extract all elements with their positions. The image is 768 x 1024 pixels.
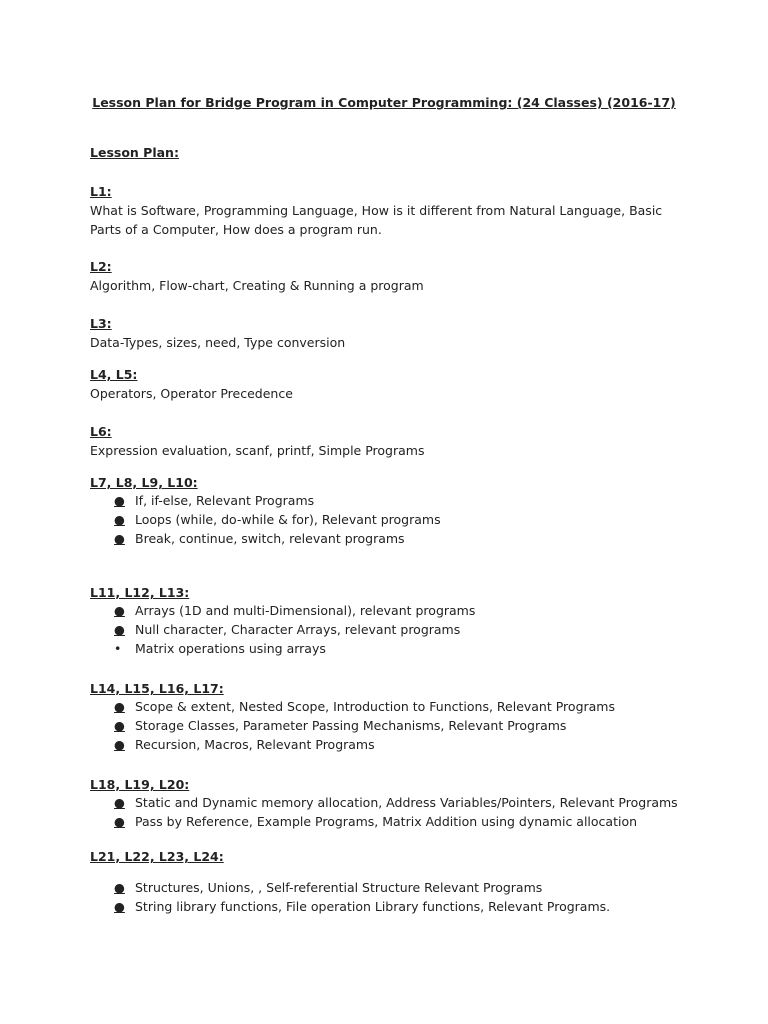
section-l6 [90,422,690,460]
section-text: Operators, Operator Precedence [90,386,293,401]
section-l4-l5 [90,365,690,403]
bullet-icon: ● [114,493,125,508]
section-text: What is Software, Programming Language, How is it different from Natural Language, Basic Parts of a Computer, How does a program run. [90,203,663,237]
list-item-text: Null character, Character Arrays, relevant programs [135,621,461,637]
list-item [90,879,690,898]
bullet-icon: ● [114,511,125,527]
section-label: L3: [90,316,112,331]
section-label: L11, L12, L13: [90,585,190,600]
bullet-icon: ● [114,736,125,752]
list-item-text: Arrays (1D and multi-Dimensional), relevant programs [135,603,476,618]
bullet-list [90,879,690,917]
section-label: L7, L8, L9, L10: [90,475,198,490]
bullet-list [90,492,690,548]
list-item-text: Loops (while, do-while & for), Relevant programs [135,511,441,527]
bullet-icon: ● [114,603,125,618]
list-item-text: String library functions, File operation Library functions, Relevant Programs. [135,898,611,914]
list-item [90,492,690,511]
bullet-icon: • [114,640,122,656]
list-item-text: Static and Dynamic memory allocation, Address Variables/Pointers, Relevant Programs [135,795,678,810]
section-l18-l20 [90,775,690,832]
list-item [90,602,690,621]
list-item [90,640,690,659]
section-label: L18, L19, L20: [90,777,190,792]
list-item-text: Matrix operations using arrays [135,640,326,656]
bullet-list [90,794,690,832]
list-item [90,530,690,549]
bullet-list [90,602,690,658]
list-item-text: Structures, Unions, , Self-referential Structure Relevant Programs [135,880,543,895]
bullet-icon: ● [114,795,125,810]
section-l7-l10 [90,473,690,548]
list-item [90,717,690,736]
section-l3 [90,314,690,352]
list-item [90,511,690,530]
bullet-icon: ● [114,880,125,895]
section-l14-l17 [90,679,690,754]
bullet-icon: ● [114,717,125,733]
section-label: L21, L22, L23, L24: [90,849,224,864]
list-item [90,898,690,917]
section-label: L1: [90,184,112,199]
lesson-plan-heading: Lesson Plan: [90,145,179,160]
list-item-text: Storage Classes, Parameter Passing Mechanisms, Relevant Programs [135,717,567,733]
section-text: Algorithm, Flow-chart, Creating & Running a program [90,278,424,293]
bullet-icon: ● [114,699,125,714]
bullet-list [90,698,690,754]
section-text: Data-Types, sizes, need, Type conversion [90,335,346,350]
list-item [90,621,690,640]
bullet-icon: ● [114,621,125,637]
list-item [90,813,690,832]
section-l21-l24 [90,847,690,917]
list-item-text: Scope & extent, Nested Scope, Introduction to Functions, Relevant Programs [135,699,615,714]
section-l11-l13 [90,583,690,658]
list-item-text: Recursion, Macros, Relevant Programs [135,736,375,752]
list-item [90,698,690,717]
section-label: L2: [90,259,112,274]
list-item [90,736,690,755]
bullet-icon: ● [114,530,125,546]
section-l2 [90,257,690,295]
list-item-text: Pass by Reference, Example Programs, Matrix Addition using dynamic allocation [135,813,638,829]
list-item-text: If, if-else, Relevant Programs [135,493,315,508]
bullet-icon: ● [114,813,125,829]
section-label: L14, L15, L16, L17: [90,681,224,696]
list-item [90,794,690,813]
section-label: L4, L5: [90,367,138,382]
list-item-text: Break, continue, switch, relevant programs [135,530,405,546]
document-title: Lesson Plan for Bridge Program in Computer Programming: (24 Classes) (2016-17) [92,95,676,110]
section-label: L6: [90,424,112,439]
section-l1 [90,182,690,239]
bullet-icon: ● [114,898,125,914]
section-text: Expression evaluation, scanf, printf, Simple Programs [90,443,425,458]
